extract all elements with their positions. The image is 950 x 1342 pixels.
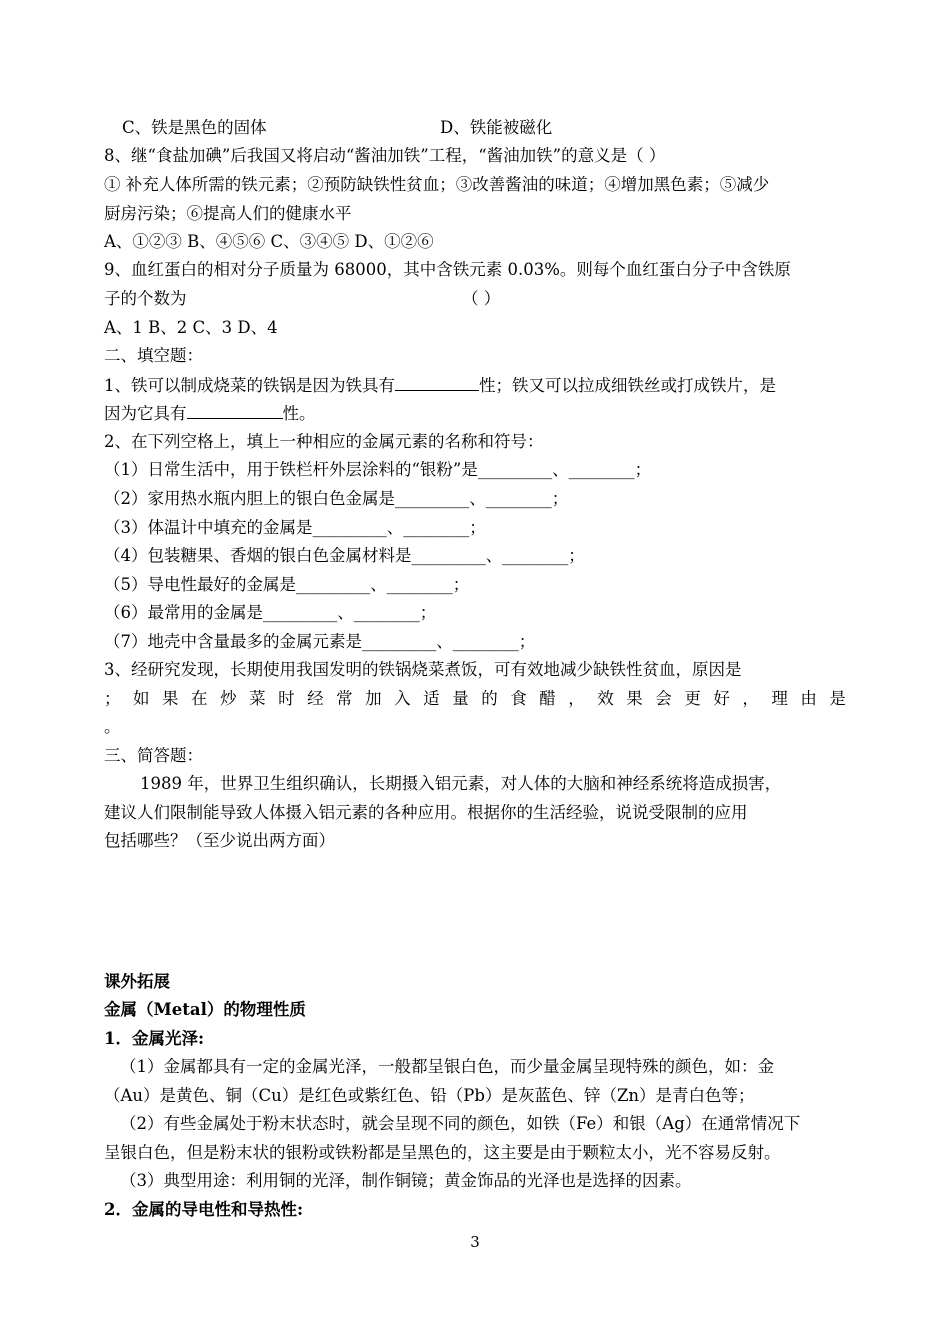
spread-char: 的 bbox=[481, 689, 498, 708]
answer-blank bbox=[395, 374, 479, 391]
fill-question-1 bbox=[104, 374, 776, 397]
spread-char: 入 bbox=[394, 689, 411, 708]
spread-char: ， bbox=[742, 689, 759, 708]
question-9-cont: 子的个数为 bbox=[104, 289, 187, 308]
fill-question-2-item-4: （4）包装糖果、香烟的银白色金属材料是_________、________； bbox=[104, 546, 585, 565]
fill-question-2-item-6: （6）最常用的金属是_________、________； bbox=[104, 603, 437, 622]
conductivity-heading: 2．金属的导电性和导热性: bbox=[104, 1200, 304, 1219]
spread-char: 常 bbox=[336, 689, 353, 708]
luster-heading: 1．金属光泽: bbox=[104, 1029, 205, 1048]
fill-question-1-text-a: 1、铁可以制成烧菜的铁锅是因为铁具有 bbox=[104, 376, 395, 395]
section-short-answer-heading: 三、简答题： bbox=[104, 746, 203, 765]
spread-char: 由 bbox=[800, 689, 817, 708]
answer-blank bbox=[187, 402, 283, 419]
spread-char: 在 bbox=[191, 689, 208, 708]
option-c: C、铁是黑色的固体 bbox=[122, 118, 267, 137]
spread-char: 果 bbox=[626, 689, 643, 708]
extension-heading: 课外拓展 bbox=[104, 972, 170, 991]
option-d: D、铁能被磁化 bbox=[440, 118, 553, 137]
spread-char: 会 bbox=[655, 689, 672, 708]
fill-question-3: 3、经研究发现，长期使用我国发明的铁锅烧菜煮饭，可有效地减少缺铁性贫血，原因是 bbox=[104, 660, 742, 679]
question-9-bracket: （ ） bbox=[462, 289, 501, 308]
fill-question-2-item-2: （2）家用热水瓶内胆上的银白色金属是_________、________； bbox=[104, 489, 569, 508]
fill-question-1-text-b: 性；铁又可以拉成细铁丝或打成铁片，是 bbox=[479, 376, 776, 395]
spread-char: 加 bbox=[365, 689, 382, 708]
spread-char: 果 bbox=[162, 689, 179, 708]
spread-char: ； bbox=[104, 689, 121, 708]
spread-char: 经 bbox=[307, 689, 324, 708]
spread-char: 更 bbox=[684, 689, 701, 708]
luster-point-2-cont: 呈银白色，但是粉末状的银粉或铁粉都是呈黑色的，这主要是由于颗粒太小，光不容易反射。 bbox=[104, 1143, 781, 1162]
spread-char: 适 bbox=[423, 689, 440, 708]
spread-char: 如 bbox=[133, 689, 150, 708]
fill-question-1-cont bbox=[104, 402, 316, 425]
spread-char: 炒 bbox=[220, 689, 237, 708]
fill-question-1-text-c: 因为它具有 bbox=[104, 404, 187, 423]
fill-question-2-item-1: （1）日常生活中，用于铁栏杆外层涂料的“银粉”是_________、________； bbox=[104, 460, 652, 479]
fill-question-3-cont bbox=[104, 688, 846, 710]
question-8-options: A、①②③ B、④⑤⑥ C、③④⑤ D、①②⑥ bbox=[104, 232, 434, 251]
question-8: 8、继“食盐加碘”后我国又将启动“酱油加铁”工程，“酱油加铁”的意义是（ ） bbox=[104, 146, 666, 165]
fill-question-2-item-7: （7）地壳中含量最多的金属元素是_________、________； bbox=[104, 632, 536, 651]
fill-question-2-item-5: （5）导电性最好的金属是_________、________； bbox=[104, 575, 470, 594]
spread-char: 食 bbox=[510, 689, 527, 708]
luster-point-1-cont: （Au）是黄色、铜（Cu）是红色或紫红色、铅（Pb）是灰蓝色、锌（Zn）是青白色等； bbox=[104, 1086, 755, 1105]
luster-point-3: （3）典型用途：利用铜的光泽，制作铜镜；黄金饰品的光泽也是选择的因素。 bbox=[120, 1171, 692, 1190]
metal-properties-title: 金属（Metal）的物理性质 bbox=[104, 1000, 306, 1019]
spread-char: 效 bbox=[597, 689, 614, 708]
fill-question-3-end: 。 bbox=[104, 717, 121, 736]
short-answer-paragraph: 1989 年，世界卫生组织确认，长期摄入铝元素，对人体的大脑和神经系统将造成损害， bbox=[140, 774, 782, 793]
spread-char: 醋 bbox=[539, 689, 556, 708]
question-8-items: ① 补充人体所需的铁元素；②预防缺铁性贫血；③改善酱油的味道；④增加黑色素；⑤减少 bbox=[104, 175, 770, 194]
question-8-items-cont: 厨房污染；⑥提高人们的健康水平 bbox=[104, 204, 352, 223]
luster-point-1: （1）金属都具有一定的金属光泽，一般都呈银白色，而少量金属呈现特殊的颜色，如：金 bbox=[120, 1057, 774, 1076]
short-answer-paragraph-cont-1: 建议人们限制能导致人体摄入铝元素的各种应用。根据你的生活经验，说说受限制的应用 bbox=[104, 803, 748, 822]
short-answer-paragraph-cont-2: 包括哪些？（至少说出两方面） bbox=[104, 831, 335, 850]
spread-char: 时 bbox=[278, 689, 295, 708]
section-fill-blank-heading: 二、填空题： bbox=[104, 346, 203, 365]
spread-char: 好 bbox=[713, 689, 730, 708]
fill-question-1-text-d: 性。 bbox=[282, 404, 316, 423]
fill-question-2-item-3: （3）体温计中填充的金属是_________、________； bbox=[104, 518, 486, 537]
spread-char: 量 bbox=[452, 689, 469, 708]
question-9-options: A、1 B、2 C、3 D、4 bbox=[104, 318, 278, 337]
question-9: 9、血红蛋白的相对分子质量为 68000，其中含铁元素 0.03%。则每个血红蛋白分子中含铁原 bbox=[104, 260, 791, 279]
luster-point-2: （2）有些金属处于粉末状态时，就会呈现不同的颜色，如铁（Fe）和银（Ag）在通常情况下 bbox=[120, 1114, 801, 1133]
spread-char: 是 bbox=[829, 689, 846, 708]
page-number: 3 bbox=[470, 1233, 480, 1251]
spread-char: 理 bbox=[771, 689, 788, 708]
fill-question-2: 2、在下列空格上，填上一种相应的金属元素的名称和符号： bbox=[104, 432, 544, 451]
spread-char: 菜 bbox=[249, 689, 266, 708]
spread-char: ， bbox=[568, 689, 585, 708]
